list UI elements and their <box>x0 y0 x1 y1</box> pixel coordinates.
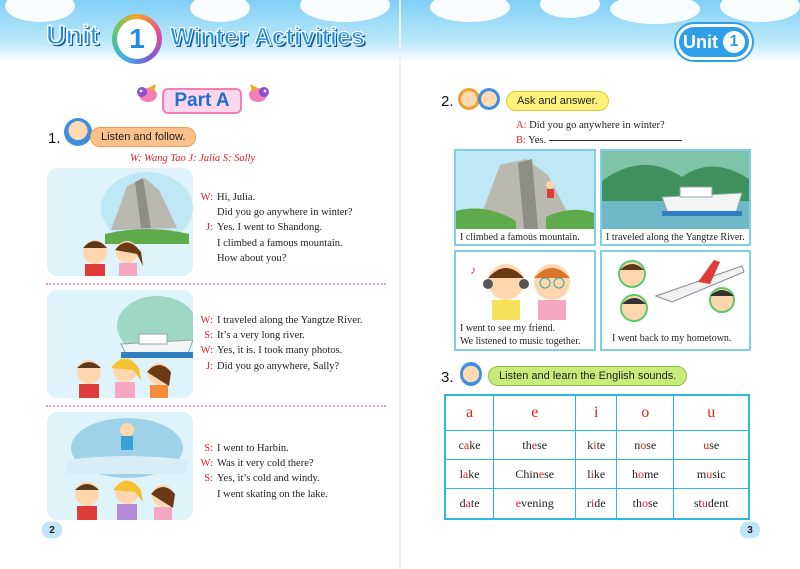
abc-kid-icon <box>460 362 482 386</box>
sounds-table <box>444 394 750 520</box>
word-row <box>445 460 749 489</box>
vowel-cell: a <box>445 395 494 431</box>
panel-2-dialog <box>200 313 363 374</box>
vowel-cell: o <box>617 395 674 431</box>
divider <box>46 283 386 285</box>
word-cell: those <box>617 489 674 519</box>
caption-friend: I went to see my friend. We listened to music together. <box>460 323 581 347</box>
panel-3-picture <box>47 412 193 520</box>
dialog-line: J: Yes. I went to Shandong. <box>205 222 323 234</box>
dialog-line: Did you go anywhere in winter? <box>217 207 353 219</box>
word-cell: student <box>674 489 749 519</box>
unit-title: Winter Activities <box>170 23 365 51</box>
word-cell: home <box>617 460 674 489</box>
unit-label: Unit <box>46 20 99 50</box>
page-number-left: 2 <box>42 522 62 538</box>
vowel-row <box>445 395 749 431</box>
dialog-line: W: Yes, it is. I took many photos. <box>200 345 343 357</box>
section-2-instruction: Ask and answer. <box>506 91 609 111</box>
word-cell: lake <box>445 460 494 489</box>
book-spine <box>399 0 401 569</box>
picture-friend <box>454 250 596 351</box>
caption-hometown: I went back to my hometown. <box>612 333 732 344</box>
unit-number-circle: 1 <box>112 14 162 64</box>
page-number-right: 3 <box>740 522 760 538</box>
vowel-cell: e <box>494 395 576 431</box>
dialog-line: W: Was it very cold there? <box>200 458 314 470</box>
speaking-kid-icon <box>458 88 480 110</box>
word-cell: evening <box>494 489 576 519</box>
word-row <box>445 431 749 460</box>
word-cell: use <box>674 431 749 460</box>
word-cell: like <box>576 460 617 489</box>
word-cell: ride <box>576 489 617 519</box>
section-1-instruction: Listen and follow. <box>90 127 196 147</box>
caption-mountain: I climbed a famous mountain. <box>460 232 580 243</box>
left-bird-icon <box>134 84 160 104</box>
dialog-line: S: I went to Harbin. <box>204 443 289 454</box>
vowel-cell: i <box>576 395 617 431</box>
picture-yangtze <box>600 149 751 246</box>
panel-1-picture <box>47 168 193 276</box>
dialog-line: S: It’s a very long river. <box>204 330 305 342</box>
dialog-line: J: Did you go anywhere, Sally? <box>205 360 340 372</box>
word-cell: kite <box>576 431 617 460</box>
panel-3-dialog <box>200 441 328 502</box>
listen-kid-icon <box>64 118 92 146</box>
right-bird-icon <box>246 84 272 104</box>
word-cell: Chinese <box>494 460 576 489</box>
section-3-number: 3. <box>441 369 454 386</box>
section-2-number: 2. <box>441 93 454 110</box>
picture-hometown <box>600 250 751 351</box>
word-row <box>445 489 749 519</box>
section-1-number: 1. <box>48 130 61 147</box>
word-cell: nose <box>617 431 674 460</box>
question-answer: A: Did you go anywhere in winter? B: Yes. <box>516 118 682 148</box>
dialog-line: I climbed a famous mountain. <box>217 237 343 249</box>
listening-kid-icon <box>478 88 500 110</box>
picture-mountain <box>454 149 596 246</box>
word-cell: these <box>494 431 576 460</box>
dialog-line: W: I traveled along the Yangtze River. <box>200 315 363 326</box>
word-cell: date <box>445 489 494 519</box>
panel-2-picture <box>47 290 193 398</box>
section-3-instruction: Listen and learn the English sounds. <box>488 366 687 386</box>
dialog-line: W: Hi, Julia. <box>200 192 256 203</box>
unit-badge: Unit 1 <box>676 24 752 60</box>
dialog-line: How about you? <box>217 252 287 264</box>
svg-text:♪: ♪ <box>470 263 476 277</box>
part-a-heading: Part A <box>162 88 242 114</box>
dialog-line: S: Yes, it’s cold and windy. <box>204 473 320 485</box>
word-cell: music <box>674 460 749 489</box>
dialog-line: I went skating on the lake. <box>217 488 328 500</box>
caption-yangtze: I traveled along the Yangtze River. <box>606 232 745 243</box>
vowel-cell: u <box>674 395 749 431</box>
divider <box>46 405 386 407</box>
panel-1-dialog <box>200 190 353 266</box>
role-legend: W: Wang Tao J: Julia S: Sally <box>130 153 256 164</box>
answer-blank <box>549 140 682 141</box>
word-cell: cake <box>445 431 494 460</box>
